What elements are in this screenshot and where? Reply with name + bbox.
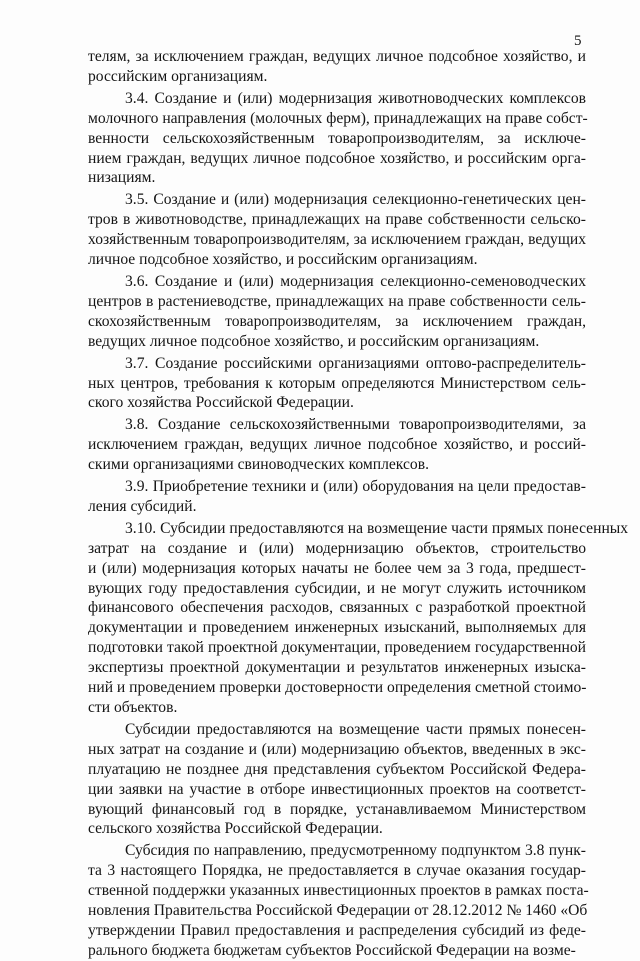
page-number: 5 — [574, 33, 582, 49]
text-line: подготовки такой проектной документации, проведением государственной — [88, 639, 586, 657]
text-line: исключением граждан, ведущих личное подсобное хозяйство, и россий- — [88, 436, 586, 454]
text-line: 3.9. Приобретение техники и (или) оборудования на цели предостав- — [125, 478, 586, 496]
paragraph — [88, 190, 586, 270]
text-line: телям, за исключением граждан, ведущих личное подсобное хозяйство, и — [88, 48, 586, 65]
text-line: ний и проведением проверки достоверности определения сметной стоимо- — [88, 679, 587, 697]
text-line: сельского хозяйства Российской Федерации. — [88, 820, 383, 838]
paragraph — [88, 47, 586, 87]
text-line: 3.6. Создание и (или) модернизация селекционно-семеноводческих — [125, 272, 586, 290]
text-line: 3.5. Создание и (или) модернизация селекционно-генетических цен- — [125, 191, 586, 209]
text-line: венности сельскохозяйственным товаропроизводителям, за исключе- — [88, 129, 586, 147]
paragraph — [88, 415, 586, 475]
text-line: документации и проведением инженерных изысканий, выполняемых для — [88, 619, 586, 637]
text-line: 3.8. Создание сельскохозяйственными товаропроизводителями, за — [125, 416, 586, 434]
text-line: ных затрат на создание и (или) модернизацию объектов, введенных в экс- — [88, 740, 586, 758]
text-line: вующий финансовый год в порядке, устанавливаемом Министерством — [88, 800, 586, 818]
text-line: ных центров, требования к которым определяются Министерством сель- — [88, 374, 586, 392]
text-line: и (или) модернизация которых начаты не более чем за 3 года, предшест- — [88, 559, 586, 577]
text-line: низациям. — [88, 169, 156, 187]
text-line: сти объектов. — [88, 699, 178, 716]
text-line: утверждении Правил предоставления и распределения субсидий из феде- — [88, 921, 586, 939]
text-line: плуатацию не позднее дня представления субъектом Российской Федера- — [88, 760, 586, 778]
text-line: 3.10. Субсидии предоставляются на возмещение части прямых понесенных — [125, 519, 629, 537]
paragraph — [88, 477, 586, 517]
text-line: скими организациями свиноводческих комплексов. — [88, 456, 429, 474]
text-line: та 3 настоящего Порядка, не предоставляется в случае оказания государ- — [88, 862, 586, 880]
text-line: ции заявки на участие в отборе инвестиционных проектов на соответст- — [88, 780, 586, 798]
text-line: центров в растениеводстве, принадлежащих на праве собственности сель- — [88, 292, 586, 310]
paragraph — [88, 519, 629, 718]
text-line: нием граждан, ведущих личное подсобное хозяйство, и российским орга- — [88, 149, 586, 167]
text-line: Субсидии предоставляются на возмещение части прямых понесен- — [125, 720, 586, 738]
paragraph — [88, 89, 586, 189]
text-line: ственной поддержки указанных инвестиционных проектов в рамках поста- — [88, 882, 589, 900]
text-line: 3.4. Создание и (или) модернизация животноводческих комплексов — [125, 89, 586, 107]
text-line: молочного направления (молочных ферм), принадлежащих на праве собст- — [88, 109, 588, 127]
text-line: экспертизы проектной документации и результатов инженерных изыска- — [88, 659, 586, 677]
text-line: российским организациям. — [88, 67, 268, 85]
text-line: скохозяйственным товаропроизводителям, за исключением граждан, — [88, 312, 586, 330]
paragraph — [88, 272, 586, 352]
paragraph — [88, 841, 589, 960]
text-line: затрат на создание и (или) модернизацию объектов, строительство — [88, 539, 586, 557]
paragraph — [88, 354, 586, 414]
text-line: финансового обеспечения расходов, связанных с разработкой проектной — [88, 599, 586, 617]
text-line: вующих году предоставления субсидии, и не могут служить источником — [88, 579, 586, 597]
text-line: ского хозяйства Российской Федерации. — [88, 394, 354, 412]
text-line: хозяйственным товаропроизводителям, за исключением граждан, ведущих — [88, 231, 586, 249]
text-line: рального бюджета бюджетам субъектов Российской Федерации на возме- — [88, 941, 576, 959]
text-line: новления Правительства Российской Федерации от 28.12.2012 № 1460 «Об — [88, 902, 588, 920]
text-line: Субсидия по направлению, предусмотренному подпунктом 3.8 пунк- — [125, 842, 586, 860]
paragraph — [88, 720, 586, 839]
text-line: тров в животноводстве, принадлежащих на праве собственности сельско- — [88, 211, 586, 229]
text-line: 3.7. Создание российскими организациями оптово-распределитель- — [125, 354, 586, 372]
text-line: личное подсобное хозяйство, и российским организациям. — [88, 251, 478, 269]
text-line: ведущих личное подсобное хозяйство, и российским организациям. — [88, 332, 540, 350]
text-line: ления субсидий. — [88, 497, 197, 515]
document-body — [88, 47, 629, 961]
